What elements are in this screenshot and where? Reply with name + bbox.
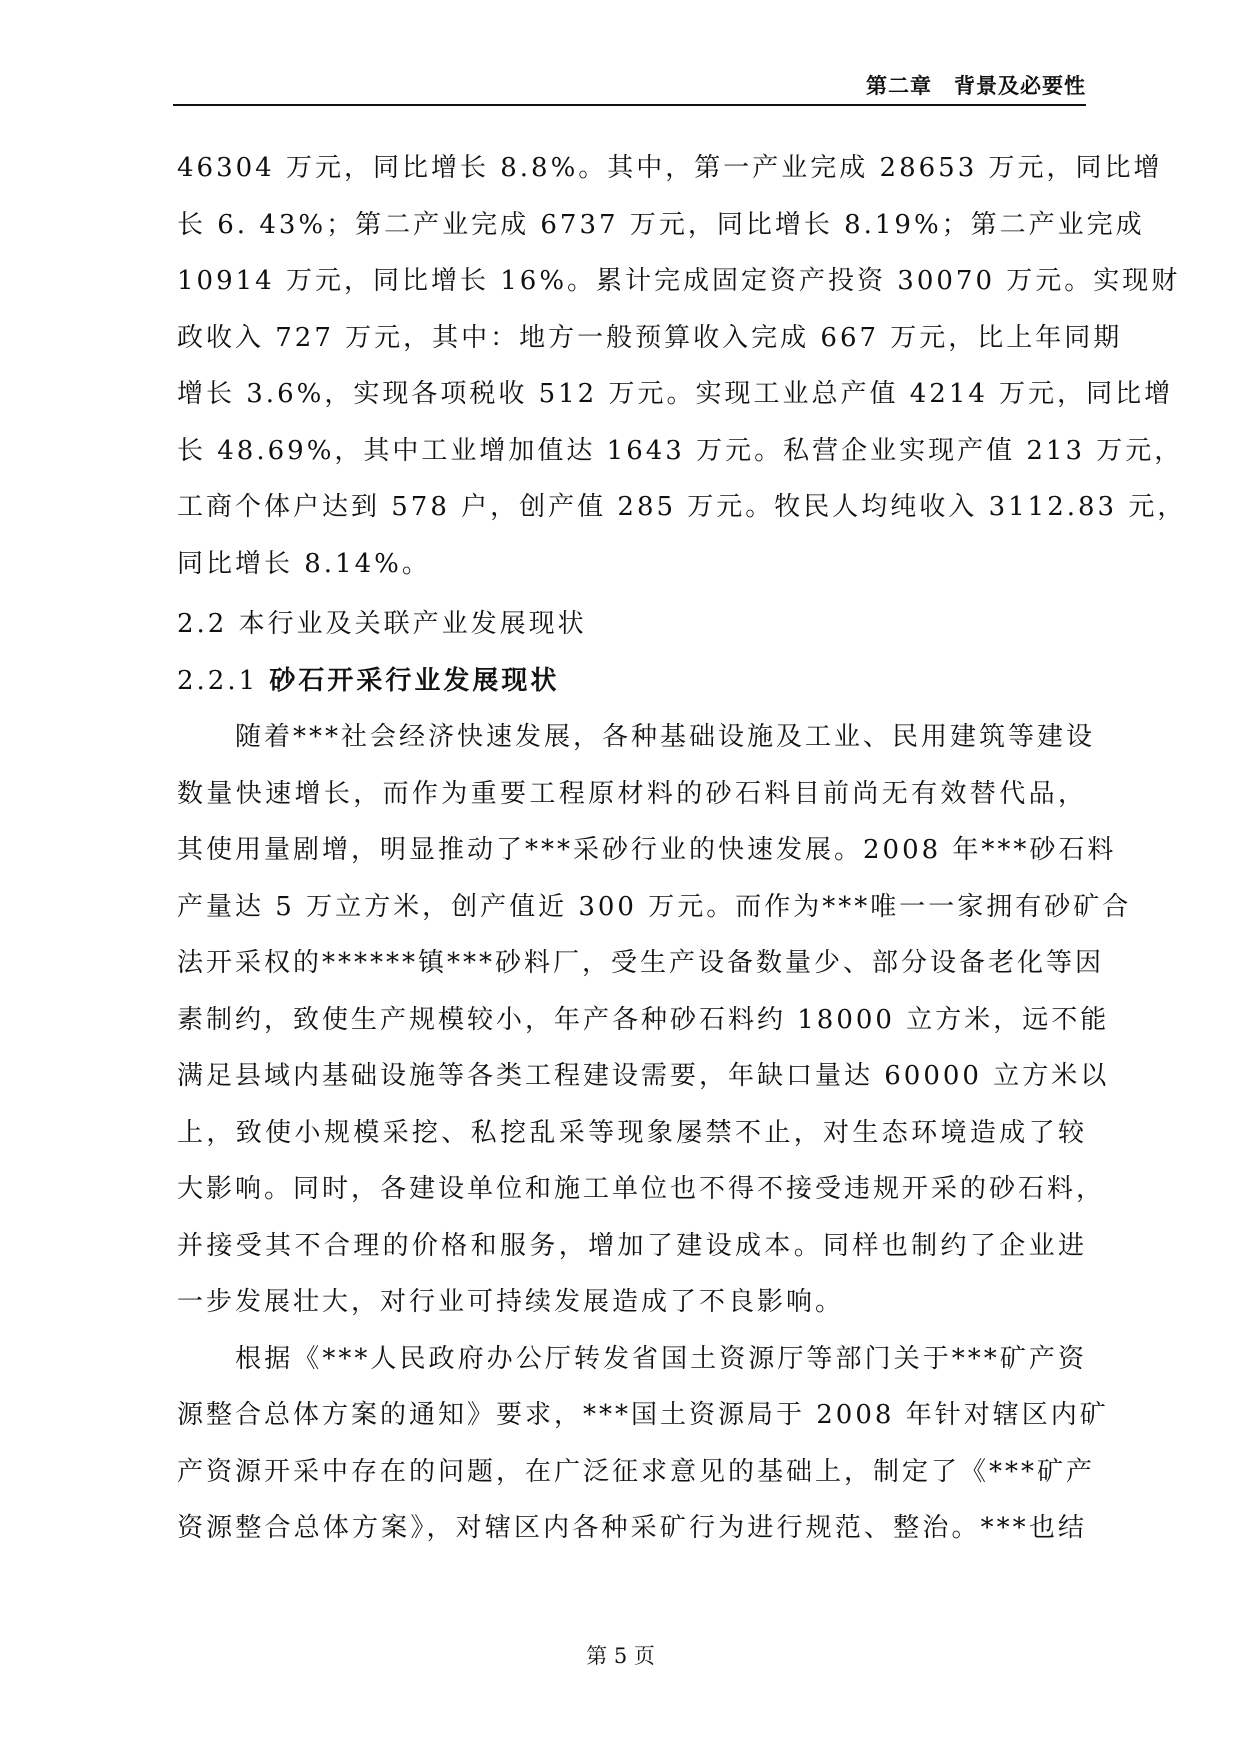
text-line: 长 48.69%，其中工业增加值达 1643 万元。私营企业实现产值 213 万元， <box>177 435 1184 466</box>
text-line: 产量达 5 万立方米，创产值近 300 万元。而作为***唯一一家拥有砂矿合 <box>177 891 1132 922</box>
text-line: 产资源开采中存在的问题，在广泛征求意见的基础上，制定了《***矿产 <box>177 1456 1096 1487</box>
text-line: 根据《***人民政府办公厅转发省国土资源厅等部门关于***矿产资 <box>177 1343 1087 1374</box>
text-line: 工商个体户达到 578 户，创产值 285 万元。牧民人均纯收入 3112.83 元， <box>177 492 1187 522</box>
text-line: 其使用量剧增，明显推动了***采砂行业的快速发展。2008 年***砂石料 <box>177 835 1117 865</box>
page-number: 第 5 页 <box>586 1644 655 1668</box>
text-line: 同比增长 8.14%。 <box>177 548 431 579</box>
subsection-number: 2.2.1 <box>177 665 270 696</box>
paragraph-resource-plan <box>177 1331 1109 1557</box>
text-line: 素制约，致使生产规模较小，年产各种砂石料约 18000 立方米，远不能 <box>177 1004 1110 1035</box>
chapter-title: 第二章 背景及必要性 <box>866 74 1086 98</box>
paragraph-industry-status <box>177 709 1132 1331</box>
text-line: 46304 万元，同比增长 8.8%。其中，第一产业完成 28653 万元，同比增 <box>177 153 1163 183</box>
text-line: 增长 3.6%，实现各项税收 512 万元。实现工业总产值 4214 万元，同比增 <box>177 379 1174 409</box>
text-line: 数量快速增长，而作为重要工程原材料的砂石料目前尚无有效替代品， <box>177 778 1087 809</box>
text-line: 资源整合总体方案》，对辖区内各种采矿行为进行规范、整治。***也结 <box>177 1513 1087 1543</box>
text-line: 并接受其不合理的价格和服务，增加了建设成本。同样也制约了企业进 <box>177 1230 1087 1261</box>
text-line: 满足县域内基础设施等各类工程建设需要，年缺口量达 60000 立方米以 <box>177 1061 1110 1091</box>
text-line: 随着***社会经济快速发展，各种基础设施及工业、民用建筑等建设 <box>177 722 1096 752</box>
text-line: 一步发展壮大，对行业可持续发展造成了不良影响。 <box>177 1287 845 1317</box>
text-line: 长 6. 43%；第二产业完成 6737 万元，同比增长 8.19%；第二产业完成 <box>177 209 1145 240</box>
text-line: 法开采权的******镇***砂料厂，受生产设备数量少、部分设备老化等因 <box>177 948 1105 978</box>
document-body <box>177 140 1187 1557</box>
text-line: 10914 万元，同比增长 16%。累计完成固定资产投资 30070 万元。实现财 <box>177 266 1181 296</box>
header-rule <box>173 104 1086 106</box>
subsection-heading <box>177 653 1087 710</box>
section-heading: 2.2 本行业及关联产业发展现状 <box>177 609 587 639</box>
paragraph-economy-stats <box>177 140 1187 592</box>
text-line: 源整合总体方案的通知》要求，***国土资源局于 2008 年针对辖区内矿 <box>177 1400 1109 1430</box>
text-line: 上，致使小规模采挖、私挖乱采等现象屡禁不止，对生态环境造成了较 <box>177 1117 1087 1148</box>
subsection-title: 砂石开采行业发展现状 <box>269 665 560 696</box>
text-line: 大影响。同时，各建设单位和施工单位也不得不接受违规开采的砂石料， <box>177 1174 1106 1204</box>
text-line: 政收入 727 万元，其中：地方一般预算收入完成 667 万元，比上年同期 <box>177 322 1123 353</box>
